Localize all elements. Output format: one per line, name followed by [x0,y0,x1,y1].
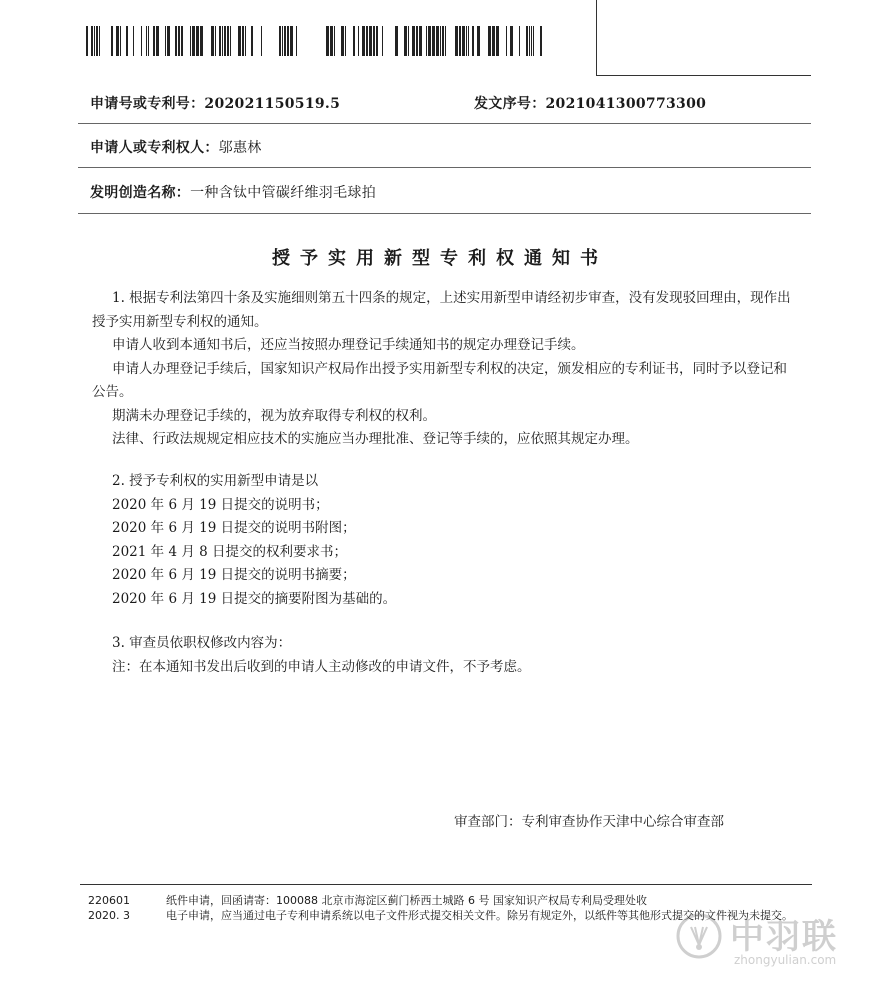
barcode [86,26,300,56]
footer-note-paper: 纸件申请，回函请寄：100088 北京市海淀区蓟门桥西土城路 6 号 国家知识产权局专利局受理处收 [166,894,647,907]
invention-label: 发明创造名称： [90,185,191,201]
watermark-url: zhongyulian.com [734,953,837,967]
footer-note-electronic: 电子申请，应当通过电子专利申请系统以电子文件形式提交相关文件。除另有规定外，以纸件等其他形式提交的文件视为未提交。 [166,909,793,922]
paragraph: 1. 根据专利法第四十条及实施细则第五十四条的规定，上述实用新型申请经初步审查，没有发现驳回理由，现作出授予实用新型专利权的通知。 [92,290,791,330]
paragraph: 申请人办理登记手续后，国家知识产权局作出授予实用新型专利权的决定，颁发相应的专利证书，同时予以登记和公告。 [92,360,787,400]
list-item: 2020 年 6 月 19 日提交的摘要附图为基础的。 [112,590,397,607]
applicant-name: 邬惠林 [218,140,262,156]
paragraph: 法律、行政法规规定相应技术的实施应当办理批准、登记等手续的，应依照其规定办理。 [112,431,639,447]
shuttlecock-logo-icon [676,913,722,959]
form-code: 220601 [88,894,130,907]
list-item: 2020 年 6 月 19 日提交的说明书摘要； [112,567,356,583]
dispatch-number-label: 发文序号： [474,96,546,112]
section-1 [92,287,792,452]
dispatch-number: 2021041300773300 [545,96,707,112]
invention-name: 一种含钛中管碳纤维羽毛球拍 [190,185,377,201]
watermark-name: 中羽联 [730,917,838,957]
applicant-field [90,137,262,157]
divider [78,167,811,168]
examination-department: 审查部门：专利审查协作天津中心综合审查部 [454,814,724,830]
divider [78,213,811,214]
form-version: 2020. 3 [88,909,130,922]
application-number-field [90,93,340,113]
dispatch-number-field [474,93,706,113]
section-heading: 3. 审查员依职权修改内容为： [112,635,292,651]
corner-frame [596,0,811,76]
section-2 [92,470,792,611]
list-item: 2020 年 6 月 19 日提交的说明书附图； [112,520,356,536]
list-item: 2020 年 6 月 19 日提交的说明书； [112,496,329,513]
barcode [326,26,546,56]
footer-divider [80,884,812,885]
divider [78,123,811,124]
section-3 [92,632,792,679]
list-item: 2021 年 4 月 8 日提交的权利要求书； [112,543,347,560]
paragraph: 申请人收到本通知书后，还应当按照办理登记手续通知书的规定办理登记手续。 [112,337,585,353]
document-title: 授予实用新型专利权通知书 [272,248,608,269]
applicant-label: 申请人或专利权人： [90,140,219,156]
invention-field [90,182,376,202]
watermark [672,907,872,977]
paragraph: 期满未办理登记手续的，视为放弃取得专利权的权利。 [112,407,436,424]
application-number-label: 申请号或专利号： [90,96,205,112]
section-heading: 2. 授予专利权的实用新型申请是以 [112,473,319,489]
application-number: 202021150519.5 [204,96,341,112]
note: 注：在本通知书发出后收到的申请人主动修改的申请文件，不予考虑。 [112,658,531,675]
